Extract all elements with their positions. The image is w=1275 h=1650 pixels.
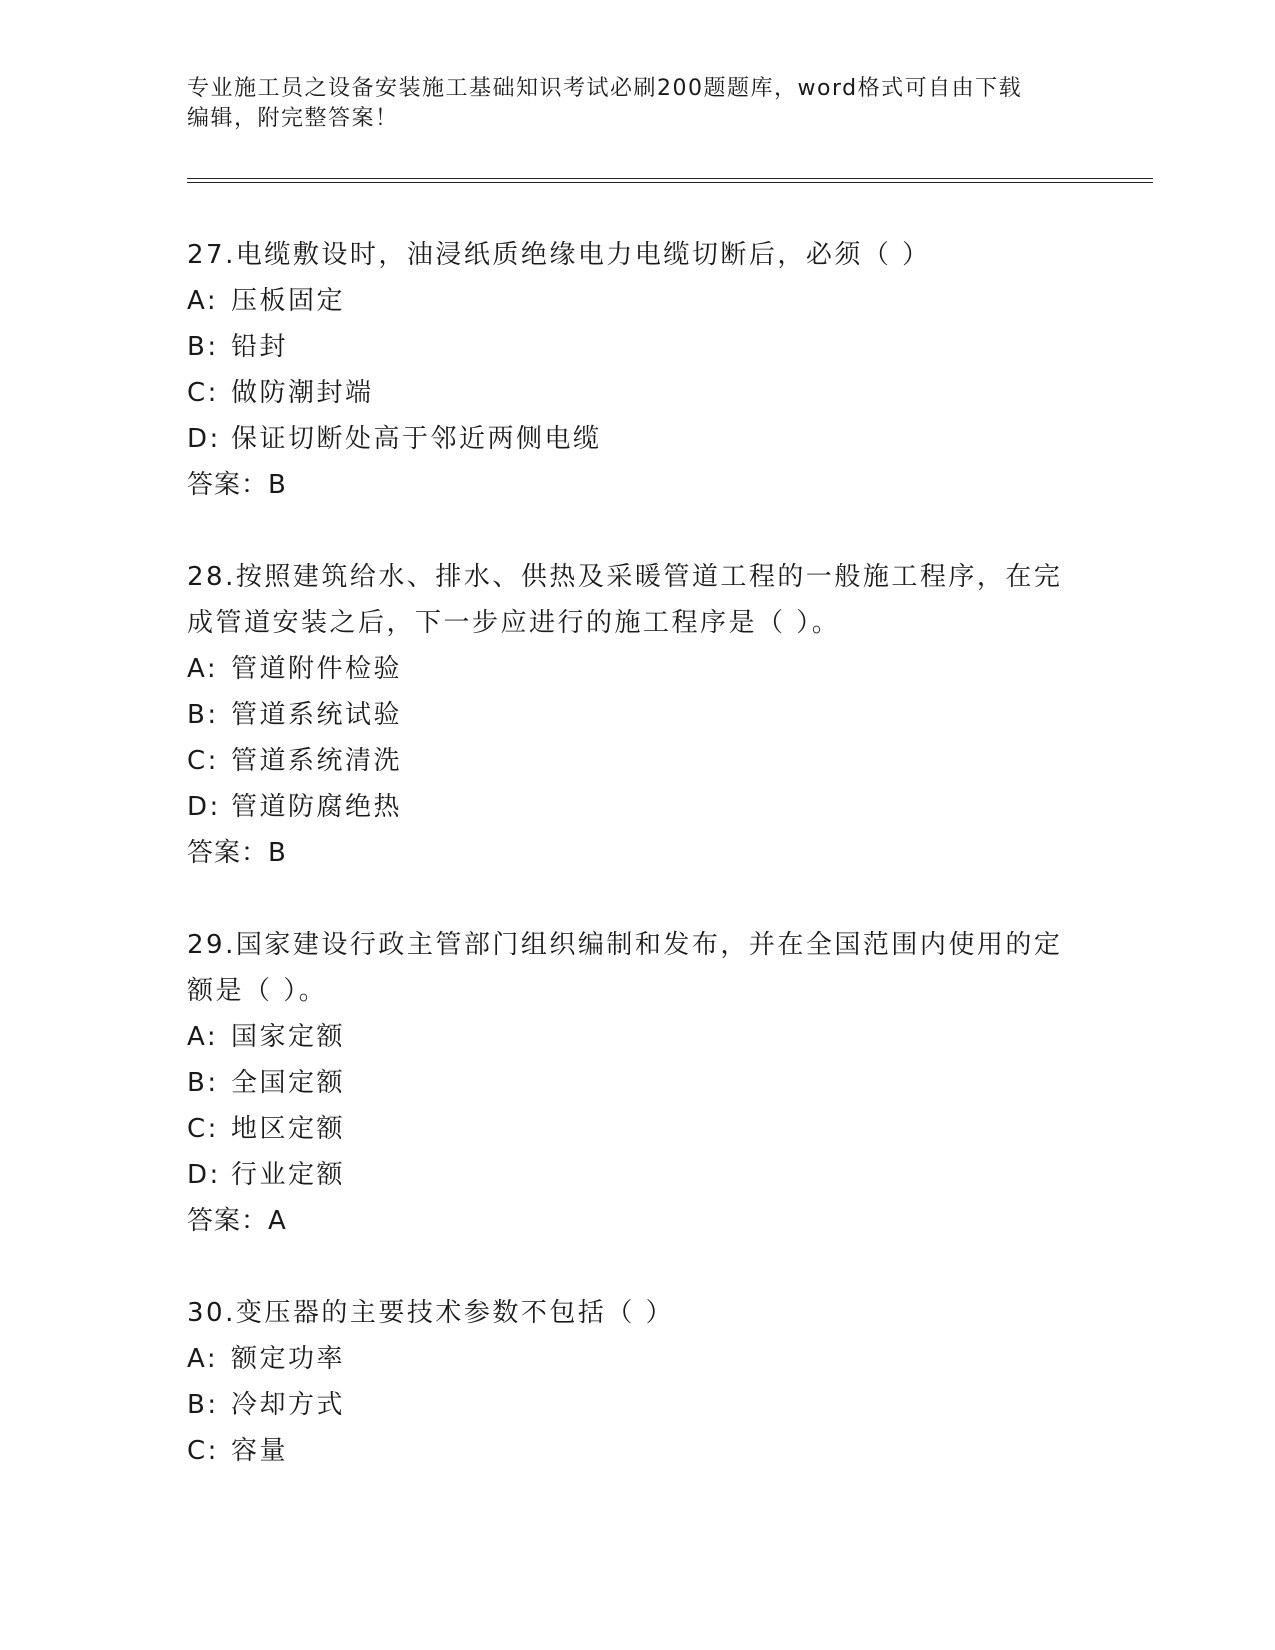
option-d [187, 1152, 1087, 1198]
option-text: 铅封 [231, 332, 289, 362]
option-letter: B: [187, 700, 219, 730]
option-b [187, 1382, 1087, 1428]
question-text: 28.按照建筑给水、排水、供热及采暖管道工程的一般施工程序，在完成管道安装之后，下一步应进行的施工程序是（ ）。 [187, 562, 1063, 638]
question-text: 29.国家建设行政主管部门组织编制和发布，并在全国范围内使用的定额是（ ）。 [187, 930, 1063, 1006]
option-letter: D: [187, 424, 221, 454]
option-a [187, 646, 1087, 692]
option-d [187, 416, 1087, 462]
option-b [187, 692, 1087, 738]
header-divider-bottom [187, 182, 1153, 183]
option-a [187, 1336, 1087, 1382]
header-line-1: 专业施工员之设备安装施工基础知识考试必刷200题题库，word格式可自由下载 [187, 76, 1023, 101]
option-text: 冷却方式 [231, 1390, 346, 1420]
question-list [187, 232, 1087, 1520]
header-line-2: 编辑，附完整答案！ [187, 106, 399, 131]
document-header [187, 74, 1087, 134]
question-30 [187, 1290, 1087, 1474]
option-text: 保证切断处高于邻近两侧电缆 [231, 424, 602, 454]
option-b [187, 324, 1087, 370]
option-a [187, 1014, 1087, 1060]
option-text: 压板固定 [231, 286, 346, 316]
option-d [187, 784, 1087, 830]
option-letter: B: [187, 332, 219, 362]
option-letter: A: [187, 1022, 219, 1052]
question-text: 27.电缆敷设时，油浸纸质绝缘电力电缆切断后，必须（ ） [187, 240, 931, 270]
option-text: 管道防腐绝热 [231, 792, 403, 822]
option-text: 行业定额 [231, 1160, 346, 1190]
option-c [187, 370, 1087, 416]
option-b [187, 1060, 1087, 1106]
option-letter: B: [187, 1068, 219, 1098]
option-c [187, 1428, 1087, 1474]
answer-line: 答案：B [187, 838, 287, 868]
option-text: 做防潮封端 [231, 378, 374, 408]
question-text: 30.变压器的主要技术参数不包括（ ） [187, 1298, 675, 1328]
option-c [187, 1106, 1087, 1152]
option-letter: D: [187, 1160, 221, 1190]
answer-line: 答案：A [187, 1206, 287, 1236]
question-27 [187, 232, 1087, 508]
option-text: 管道附件检验 [231, 654, 403, 684]
option-c [187, 738, 1087, 784]
option-letter: B: [187, 1390, 219, 1420]
option-letter: A: [187, 1344, 219, 1374]
option-letter: C: [187, 1436, 219, 1466]
option-letter: C: [187, 746, 219, 776]
answer-line: 答案：B [187, 470, 287, 500]
option-a [187, 278, 1087, 324]
question-28 [187, 554, 1087, 876]
option-text: 管道系统清洗 [231, 746, 403, 776]
option-text: 全国定额 [231, 1068, 346, 1098]
option-text: 容量 [231, 1436, 289, 1466]
header-divider-top [187, 178, 1153, 179]
option-text: 管道系统试验 [231, 700, 403, 730]
option-text: 额定功率 [231, 1344, 346, 1374]
option-letter: A: [187, 654, 219, 684]
option-letter: D: [187, 792, 221, 822]
option-letter: C: [187, 1114, 219, 1144]
option-text: 地区定额 [231, 1114, 346, 1144]
option-letter: C: [187, 378, 219, 408]
question-29 [187, 922, 1087, 1244]
option-letter: A: [187, 286, 219, 316]
option-text: 国家定额 [231, 1022, 346, 1052]
